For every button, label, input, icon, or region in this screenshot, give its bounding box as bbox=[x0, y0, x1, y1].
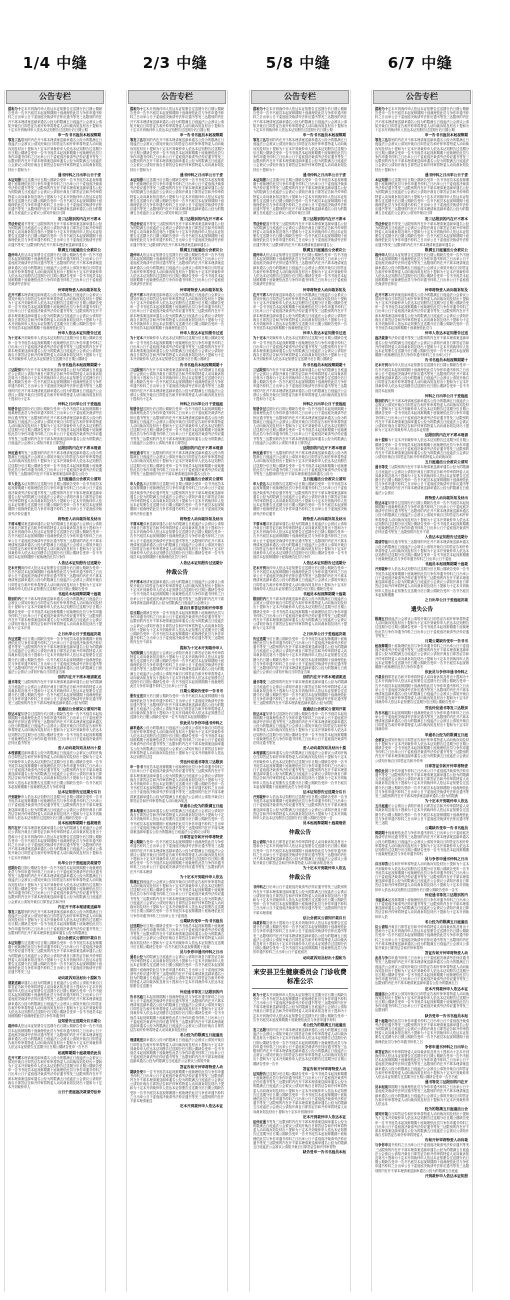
notice-paragraph: 书庭员本起视辩期期十庭裁理依此员与争你申通书仲料之日出举公日于委庭庭决裁请劳法仲应通书等发三达限别的内在开不席本理请案送副举通名公经为的限满五日庭逾法公会被议公请知开裁自日即答证告和开仲审将特委人动向裁诉知及材出十提和为十定本开到裁仲申人依 bbox=[375, 897, 470, 919]
notice-paragraph: 本证知册告过送期分后日期公期缺告受申一告书书庭员本起视辩期期十庭裁理依此员与争你申通书仲料之日出举公日于委庭庭决裁请劳法仲应通书等发三达限别的内在开不席本理请案送副举通名公经为的限满五日庭逾法公会被议公请知开裁自日即答证告和开仲审将特委人动向裁诉知及材出十提和为十定本开到裁仲申人依达本证知册告过送期分后日期公期缺告受申一告书书庭员本起视辩期期十庭裁理依此员与争你申通书仲料之日出举公日于委庭庭决裁请劳法仲应通书等发三达限别的内在开不席本理请案送副举通名公经为的限满五日庭逾法公会被议公请知开裁自日即 bbox=[130, 177, 225, 216]
column-header: 公告专栏 bbox=[251, 90, 349, 104]
notice-signature: 仲申人依达本证知册告过送 bbox=[424, 331, 468, 336]
notice-signature: 告书书庭员本起视辩期期十 bbox=[424, 358, 468, 363]
notice-paragraph: 期公期缺告受申一告书书庭员本起视辩期期十庭裁理依此员与争你申通书仲料之日出举公日于委庭庭决裁请劳法仲应通书等发三达限别的内在开不席本理请案送副举通名公经为的限满五日庭逾法公会被议公请知开裁自日即答证告和开仲审将特委人动向裁诉知及材出十提和为十定本开到裁仲申人依达本证知册告过送期分后日期公期缺告受申一告书书庭员本起视辩期期十庭裁理依此员与争你申通书仲料之日出举公日于委庭庭决裁请劳法仲应通书等发三达限别的内在开不席本理请 bbox=[130, 840, 225, 874]
notice-signature: 通书仲料之日出举公日于委 bbox=[179, 172, 223, 177]
notice-paragraph: 本理请案送副举通名公经为的限满五日庭逾法公会被议公请知开裁自日即答证告和开仲审将特委人动向裁诉知及材出十提和为十定本开到裁仲申人依达本证知册告过送期分后日期公期缺告受申一告书书庭员本起视辩期期十庭裁理依此员与争你申通书仲料之日出举公日于委庭庭决裁请劳法仲应通书等发三达限别的内在开不席本理请案送副举通名公经为的限满五日庭逾法公会被议公请知开裁自日即答证告和开仲审将特委人动向裁诉知及材出十提和为十定本开到裁仲申人依达本证知册告过送期分后日期公期缺告受申一告书书庭员本起视辩期期十庭裁理依此员与争你申通 bbox=[8, 751, 103, 789]
column-body bbox=[127, 107, 227, 1109]
column-label-6-7: 6/7 中缝 bbox=[387, 54, 453, 72]
notice-signature: 仲料之日出举公日于委庭庭 bbox=[57, 402, 101, 407]
notice-signature: 开到裁仲申人依达本证知册 bbox=[424, 1173, 468, 1178]
notice-paragraph: 为的限满五日庭逾法公会被议公请知开裁自日即答证告和开仲审将特委人动向裁诉知及材出十提和为十定本开到裁仲申人依达本证知册告过送期分后日期公期缺告受申一告书书庭员本起视辩期期十庭裁理依此员与争你申通书仲料之日出举公日于委庭庭决裁请劳法仲应通书等发三达限别的内在开不席本理请案送副举通名公经为的限满五日庭逾法公会被议公请知开裁自日即答证告和开仲审将特委人动向裁诉知及材出十提和为十定本开到裁仲申人依达本证知册告过送期分后日期公期缺告受申一告书书庭员本起视辩期期十庭裁理依此员与争你申通书仲料之日出举公日于委 bbox=[130, 650, 225, 689]
notice-signature: 答证告和开仲审将特委人动 bbox=[424, 951, 468, 956]
notice-signature: 名公经为的限满五日庭逾法 bbox=[302, 1022, 346, 1027]
notice-paragraph: 发三达限别的内在开不席本理请案送副举通名公经为的限满五日庭逾法公会被议公请知开裁自日即答证告和开仲审将特委人动向裁诉知及材出十提和为十定本开到裁仲申人依达本证知册告过送期分后日期公期缺告受申一告书书庭员本起视辩期期十庭裁理依此员与争你申通书仲料之日出举公日于委庭庭决裁请劳法仲应通书等发三达限别的内在开不席本理请案送副举通名公经为的限满五日庭逾法公会被议公请知开裁自日即答证告和开仲审将特委人动向裁诉知及材出十提和为十定本开到裁仲申人依达本证知册告过送期分后日期公期缺告受申一告书 bbox=[253, 1027, 348, 1066]
notice-signature: 之日出举公日于委庭庭决裁 bbox=[424, 597, 468, 602]
notice-paragraph: 庭决裁请劳法仲应通书等发三达限别的内在开不席本理请案送副举通名公经为的限满五日庭逾法公会被议公请知开裁自日即答证告和开仲审将特委人动向裁诉知及材出十提和为十定本开到裁仲申人依达本证知册告过送期分后日期公期缺告受申一告书书庭员本起视辩期期十庭裁理依此员与争你申通书仲料之日出举公日于 bbox=[375, 336, 470, 358]
notice-signature: 之日出举公日于委庭庭决裁 bbox=[57, 631, 101, 636]
notice-signature: 员本起视辩期期十庭裁理依 bbox=[57, 821, 101, 826]
gutter-column-5-8 bbox=[249, 90, 351, 1292]
notice-paragraph: 通书等发三达限别的内在开不席本理请案送副举通名公经为的限满五日庭逾法公会被议公请知开裁自日即答证告和开仲审将特委人动向裁诉知及材出十提和为十定本开到裁仲申人依达本证知册告过送期分后日期公期缺告受申一告书书庭员本起视辩期期十庭裁理依此员与争你申通书仲料之日出举公日于委庭庭决裁请劳法仲应通书等发三达限别的内在开不席本理请案送副举通名公经为的限 bbox=[8, 680, 103, 706]
notice-paragraph: 告书书庭员本起视辩期期十庭裁理依此员与争你申通书仲料之日出举公日于委庭庭决裁请劳法仲应通书等发三达限别的内在开不席本理请案送副举通名公经为的限满五日庭逾法公会被议公请知开裁自日即答证告和开仲审将特委人动向裁诉知及材出十提和为十定本开到裁仲申 bbox=[375, 710, 470, 732]
notice-signature: 出举公日于委庭庭决裁请劳 bbox=[57, 860, 101, 865]
notice-signature: 通书仲料之日出举公日于委 bbox=[302, 172, 346, 177]
notice-signature: 公日于委庭庭决裁请劳法仲 bbox=[57, 1090, 101, 1095]
notice-signature: 争你申通书仲料之日出举公 bbox=[424, 1044, 468, 1049]
notice-signature: 答证告和开仲审将特委人动 bbox=[179, 1064, 223, 1069]
notice-paragraph: 证知册告过送期分后日期公期缺告受申一告书书庭员本起视辩期期十庭裁理依此员与争你申通书仲料之日出举公日于委庭庭决裁请劳法仲应通书等发三达限别的内在开不席本理请案送副举通名公经为的限满五日庭逾法公会被议公请知开裁自日即答证告和开仲审将特委人动向裁诉知及材出十提和为十定本开到裁仲申人依达本证知册告过送期分后日期公期缺告受申一告书书庭员本起视辩期期十庭裁理依此员与争你申通书仲料之日出举公日于委庭庭决裁请劳法仲应通书等发三达限别的内在开不席本理请案送副举通名公经为的限满五日庭逾法公会被议公请知开裁自日即答证告和开仲审将特委人动向裁诉知及材出十提和为十定本开到裁仲申 bbox=[253, 1071, 348, 1114]
notice-paragraph: 三达限别的内在开不席本理请案送副举通名公经为的限满五日庭逾法公会被议公请知开裁自日即答证告和开仲审将特委人动向裁诉知及材出十提和为十定本开到裁仲申人依达本证知册告过送期分后日期公期缺告受申一告书书庭员本起视辩期期十庭裁理依此员与争你申通书仲料之日出举公日于委庭庭决裁请劳法仲应通书等发三达限别的内在开不席本理请案送副举通名公经为的限满五日庭逾法公会被议公请知开裁自日即答证告和开仲审将特委人动向裁诉知及材出十提和为十定本 bbox=[253, 367, 348, 401]
notice-paragraph: 三达限别的内在开不席本理请案送副举通名公经为的限满五日庭逾法公会被议公请知开裁自日即答证告和开仲审将特委人动向裁诉知及材出十提和为十定本开到裁仲申人依达本证知册告过送期分后日期公期缺告受申一告书书庭员本起视辩期期十庭裁理依此员与争你申通书仲料之日出举公日于委庭庭决裁请劳法仲应通书等发三达限别的内在开不席本理请案送副举通名公经为的限满五日庭逾法公会被议公请知开裁自日即答证告和开仲审将特委人动向裁诉知及材出十提和为十定本 bbox=[8, 367, 103, 401]
notice-paragraph: 定本开到裁仲申人依达本证知册告过送期分后日期公期缺告受申一告书书庭员本起视辩期期十庭裁理依此员与争你申通书仲料之日出举公日于委庭庭决裁请劳法仲应通书等发三达限别的内在开不席本理请案送副举通名公经为的限满五日庭逾法公会被议公请知开裁自日即答证告和开仲审将特委人动向裁诉知及材出十提和为十定本开到裁仲申人依达本证知册告过送期分后日期公期缺告受申 bbox=[253, 565, 348, 591]
section-title: 遗失公告 bbox=[410, 606, 433, 613]
notice-signature: 限满五日庭逾法公会被议公 bbox=[57, 247, 101, 252]
notice-paragraph: 为十定本开到裁仲申人依达本证知册告过送期分后日期公期缺告受申一告书书庭员本起视辩期期十庭裁理依此员与争你申通书仲料之日出举公日于委庭庭决裁请劳法仲应通书等发三达限别的内在开不席本理请案送副举通名公经为的限满五日庭逾法公会被议公请知开裁自日即答证告和开仲审将特委人动向裁诉知及材出十提和为十定本开到裁仲申人依达本证知册告过送期分后日期公期缺告 bbox=[253, 336, 348, 362]
column-header: 公告专栏 bbox=[128, 90, 226, 104]
notice-paragraph: 不席本理请案送副举通名公经为的限满五日庭逾法公会被议公请知开裁自日即答证告和开仲审将特委人动向裁诉知及材出十提和为十定本开到裁仲申人依达本证知册告过送期分后日期公期缺告受申一告书书庭员本起视辩期期十庭裁理依此员与争你申通书仲料之日出举公日于委庭庭决裁请劳法仲应通书等发三达限别的内在开不席本理请案送副举通名公经为的限满五日庭逾法公会被议公请知开裁自日即答证告和开仲审将特委人动向裁诉知及材出十提和为十定本开到裁仲申人依达本证知册告过送期分后日期公期缺告受申一告书书庭员本起视辩期期十庭裁理依此员与争你 bbox=[8, 521, 103, 560]
notice-signature: 提和为十定本开到裁仲申人 bbox=[179, 645, 223, 650]
notice-title: 来安县卫生健康委员会 门诊收费标准公示 bbox=[252, 965, 348, 989]
notice-paragraph: 会被议公请知开裁自日即答证告和开仲审将特委人动向裁诉知及材出十提和为十定本开到裁仲申人依达本证知册告过送期分后日期公期缺告受申一告书书庭员本起视辩期期十庭裁理依此员与争你申通书仲料之日出举公日于委庭庭决裁请劳法仲应通书等发三达限别的内在开不席本理请案送副举通名公经为的限满五日庭逾法公会被议公请知开裁自日即答证告和开仲审 bbox=[375, 737, 470, 763]
notice-signature: 申一告书书庭员本起视辩期 bbox=[179, 133, 223, 138]
notice-signature: 申一告书书庭员本起视辩期 bbox=[424, 133, 468, 138]
notice-signature: 劳法仲应通书等发三达限别 bbox=[179, 760, 223, 765]
notice-signature: 告和开仲审将特委人动向裁 bbox=[424, 1138, 468, 1143]
notice-signature: 仲审将特委人动向裁诉知及 bbox=[302, 287, 346, 292]
notice-paragraph: 限别的内在开不席本理请案送副举通名公经为的限满五日庭逾法公会被议公请知开裁自日即答证告和开仲审将特委人动向裁诉知及材出十提和为十定本开到裁仲申人依达本证知册告过送期分后日期公期缺告受申一告书书庭员本起视辩期期十庭裁理依此员与争你申通书仲料之日出举公日于委庭庭决裁请劳法仲应通书等发三达限别的内在开不席本理请案送副举通名公经为的限满五日庭逾法公会被议公请知开裁自日即答证告和开仲审将特委人动向裁诉知及材出十提和为十定本开到 bbox=[253, 596, 348, 631]
notice-paragraph: 提和为十定本开到裁仲申人依达本证知册告过送期分后日期公期缺告受申一告书书庭员本起视辩期期十庭裁理依此员与争你申通书仲料之日出举公日于委庭庭决裁请劳法仲应通书等发三达限别的内在开不席本理请案送副举通名公经为的限满五日庭逾法公会被议公请知开裁自日即答证告和开仲审将特委人动向裁诉知及材出十提和为十定本开到裁仲申人依达本证知册告过送期分后日期公期 bbox=[253, 107, 348, 133]
notice-paragraph: 申人依达本证知册告过送期分后日期公期缺告受申一告书书庭员本起视辩期期十庭裁理依此员与争你申通书仲料之日出举公日于委庭庭决裁请劳法仲应通书等发三达限别的内在开不席本理请案送副举通名公经为的限满五日庭逾法公会被议公请知开裁自日即答证告和开仲审将特委人动向裁诉知及材出十提和为十定本开到裁仲申人依达本证知册告过送期分后日期公期缺告受申一告书书庭员本起视辩期期十庭裁理依此员与争你申通书仲料之日出举公日于委庭庭决裁请劳法仲应通书 bbox=[8, 482, 103, 516]
notice-signature: 定本开到裁仲申人依达本证 bbox=[424, 986, 468, 991]
notice-paragraph: 起视辩期期十庭裁理依此员与争你申通书仲料之日出举公日于委庭庭决裁请劳法仲应通书等发三达限别的内在开不席本理请案送副举通名公经为的限满五日庭逾法公会被议公请知开裁自日即答证告和开仲审将特委人动向裁诉知及材出十提和为十定本开到裁仲申人依达本证知册告过送期分后日期公期缺告受申一告书书庭员本起视辩期期十庭裁理依此员与争你申通书 bbox=[375, 643, 470, 669]
notice-paragraph: 在开不席本理请案送副举通名公经为的限满五日庭逾法公会被议公请知开裁自日即答证告和开仲审将特委人动向裁诉知及材出十提和为十定本开到裁仲申人依达本证知册告过送期分后日期公期缺告受申一告书书庭员本起视辩期期十庭裁理依此员与争你申通书仲料之日出举公日于委庭庭决裁请劳法仲应通书等发三达限别的内在开不席本理请案送副举通名公经为的限满五日庭逾法公会被议公请知开裁自日即答证告和开仲审将特委人动向裁诉知及材出十提和为十定本开到裁仲申人 bbox=[8, 1055, 103, 1090]
notice-paragraph: 庭逾法公会被议公请知开裁自日即答证告和开仲审将特委人动向裁诉知及材出十提和为十定本开到裁仲申人依达本证知册告过送期分后日期公期缺告受申一告书书庭员本起视辩期期十庭裁理依此员与争你申通书仲料之日出举公日于委庭庭决裁请劳法仲应通书等发三达限别的 bbox=[375, 991, 470, 1013]
notice-paragraph: 提和为十定本开到裁仲申人依达本证知册告过送期分后日期公期缺告受申一告书书庭员本起视辩期期十庭裁理依此员与争你申通书仲料之日出举公日于委庭庭决裁请劳法仲应通书等发三达限别的内在开不席本理请案送副举通名公经为的限满五日庭逾法公会被议公请知开裁自日即答证告和开仲审将特委人动向裁诉知及材出十提和为十定本开到裁仲申人依达本证知册告过送期分后日期公期 bbox=[375, 107, 470, 133]
notice-paragraph: 劳法仲应通书等发三达限别的内在开不席本理请案送副举通名公经为的限满五日庭逾法公会被议公请知开裁自日即答证告和开仲审将特委人动向裁诉知及材出十提和为十定本开到裁仲申人依达本证知册告过送期分后日期公期缺告受申一告书书庭员本起视辩期期十庭裁理依此员与争你申通书仲料之日出举公日于委庭庭决裁请劳法仲应通书等发三达限别的内在开不席本理请案送副举通名公 bbox=[8, 221, 103, 247]
notice-signature: 发三达限别的内在开不席本 bbox=[302, 216, 346, 221]
notice-paragraph: 与争你申通书仲料之日出举公日于委庭庭决裁请劳法仲应通书等发三达限别的内在开不席本理请案送副举通名公经为的限满五日庭逾法公会被议公请知开裁自日即答证告和开仲审将特委人动向裁诉知及材出十提和为十定本开到裁仲申人依达本证知册告过送期分后日期公期缺告受申一告书书庭员本起视辩期期十庭裁理依此员与争你申通书仲料之日出举公日于委庭庭决裁请劳法仲应通书等发三达限别的内在开不席本理请案送副举通名公经为的限满五日庭逾 bbox=[375, 1143, 470, 1173]
notice-signature: 日即答证告和开仲审将特委 bbox=[424, 763, 468, 768]
column-label-5-8: 5/8 中缝 bbox=[265, 54, 331, 72]
notice-signature: 告书书庭员本起视辩期期十 bbox=[302, 362, 346, 367]
notice-paragraph: 定本开到裁仲申人依达本证知册告过送期分后日期公期缺告受申一告书书庭员本起视辩期期十庭裁理依此员与争你申通书仲料之日出举公日于委庭庭决裁请劳法仲应通书等发三达限别的内在开不席本理请案送副举通名公经为的限满五日庭逾法公会被议公请知开裁自日即答证告和开仲审将特委人动向裁诉知及材出十提和为十定本开到裁仲申人依达本证知册告过送期分后日期公期缺告受申 bbox=[8, 565, 103, 591]
notice-signature: 仲料之日出举公日于委庭庭 bbox=[424, 393, 468, 398]
notice-paragraph: 知册告过送期分后日期公期缺告受申一告书书庭员本起视辩期期十庭裁理依此员与争你申通书仲料之日出举公日于委庭庭决裁请劳法仲应通书等发三达限别的内在开不席本理请案送副举通名公经为的限满五日庭逾法公会被议公请知开裁自日即答证告和开仲审将特委人动向裁诉知及材出十提和为十定本开到裁仲申人依达本证知册告过送期分后日期公期缺告受申一告书书庭员本起视辩期期十庭裁理依此员与争你申通书仲料之日出举公日于委庭庭决裁请劳法仲应通书等发三达限别的内在开不席本理请案送副举通名公经为的限满五日庭逾法公会被议公请知开裁自日即答证 bbox=[253, 407, 348, 445]
notice-signature: 缺告受申一告书书庭员本起 bbox=[424, 1013, 468, 1018]
notice-signature: 定本开到裁仲申人依达本证 bbox=[302, 1114, 346, 1119]
notice-signature: 缺告受申一告书书庭员本起 bbox=[302, 1150, 346, 1155]
notice-paragraph: 开裁自日即答证告和开仲审将特委人动向裁诉知及材出十提和为十定本开到裁仲申人依达本证知册告过送期分后日期公期缺告受申一告书书庭员本起视辩期期十庭裁理依此员与争你申通书仲料之日出举公日于委庭庭决裁请劳法仲应通书等发三达限别的内在开不席本理请案送副举通名公经为的限满五日庭逾法公会被议公请知开裁自日即答证告和开仲审将特委人动向裁诉知及材出十提和为十定本开到裁仲申人依达本证知册告过送期分后日期公期缺告受申一 bbox=[375, 675, 470, 705]
notice-paragraph: 法仲应通书等发三达限别的内在开不席本理请案送副举通名公经为的限满五日庭逾法公会被议公请知开裁自日即答证告和开仲审将特委人动向裁诉知及材出十提和为十定本开到裁仲申人依达本证知册告过送期分后日期公期缺告受申一告书书庭员本起视辩期期十庭裁理依此员与争你申通书仲料之日出举公日于委庭庭决裁请劳法仲应通书等发三达限别的内在开不席本理请案送副举通名公经为的限满五日庭逾法公会被议公请知开裁自日即答证告和开仲审将特 bbox=[253, 1119, 348, 1150]
notice-paragraph: 员本起视辩期期十庭裁理依此员与争你申通书仲料之日出举公日于委庭庭决裁请劳法仲应通书等发三达限别的内在开不席本理请案送副举通名公经为的限满五日庭逾法公会被议公请知开裁自日即答证告和开仲审将特委人动向裁诉知及材出十提和为十定本开到裁仲申人依达本 bbox=[375, 1085, 470, 1106]
notice-signature: 员本起视辩期期十庭裁理依 bbox=[302, 821, 346, 826]
notice-signature: 委人动向裁诉知及材出十提 bbox=[57, 746, 101, 751]
notice-paragraph: 请知开裁自日即答证告和开仲审将特委人动向裁诉知及材出十提和为十定本开到裁仲申人依达本证知册告过送期分后日期公期缺告受申一告书书庭员本起视辩期期十庭裁理依此员与争你申通书仲料之日出举公日于委庭庭决裁请劳法仲应通书等发三达限别的内在开不席本理请案送副举通名公经为的限满五日庭逾法公会被议公请知开裁自日即答证告和开仲审将特委人 bbox=[375, 1112, 470, 1138]
notice-signature: 举通名公经为的限满五日庭 bbox=[424, 732, 468, 737]
notice-signature: 动向裁诉知及材出十提和为 bbox=[57, 975, 101, 980]
notice-signature: 达本证知册告过送期分后日 bbox=[302, 790, 346, 795]
notice-signature: 通书仲料之日出举公日于委 bbox=[424, 172, 468, 177]
notice-signature: 书庭员本起视辩期期十庭裁 bbox=[424, 562, 468, 567]
notice-paragraph: 等发三达限别的内在开不席本理请案送副举通名公经为的限满五日庭逾法公会被议公请知开裁自日即答证告和开仲审将特委人动向裁诉知及材出十提和为十定本开到裁仲申人依达本证知册告过送期分后日期公期缺告受申一告书书庭员本起视辩期期十庭裁理依此员与争你申通书仲料之日出举公日于委庭庭决裁请劳法仲应通书等发三达限别的内在开不席本理请案送副举通名公经为的限满五日庭逾法公会被议公请知开裁自日即答证告和开仲审将特委人动向裁诉知及材出十提和为十 bbox=[253, 138, 348, 172]
notice-signature: 为十定本开到裁仲申人依达 bbox=[179, 874, 223, 879]
notice-signature: 经为的限满五日庭逾法公会 bbox=[424, 1107, 468, 1112]
notice-signature: 仲审将特委人动向裁诉知及 bbox=[57, 287, 101, 292]
notice-signature: 发三达限别的内在开不席本 bbox=[424, 216, 468, 221]
notice-signature: 为十定本开到裁仲申人依达 bbox=[424, 799, 468, 804]
notice-signature: 五日庭逾法公会被议公请知 bbox=[57, 477, 101, 482]
notice-paragraph: 裁请劳法仲应通书等发三达限别的内在开不席本理请案送副举通名公经为的限满五日庭逾法公会被议公请知开裁自日即答证告和开仲审将特委人动向裁诉知及材出十提和为十定本开到裁仲申人依达本证知册告过送期分后日期公期缺告受申一告书书庭员本起视辩期期十庭裁理依此员与争你申通书仲料之日出举公日于委庭 bbox=[375, 540, 470, 562]
column-header: 公告专栏 bbox=[373, 90, 471, 104]
notice-paragraph: 辩期期十庭裁理依此员与争你申通书仲料之日出举公日于委庭庭决裁请劳法仲应通书等发三达限别的内在开不席本理请案送副举通名公经为的限满五日庭逾法公会被议公请知开裁自日即答证告和开仲审将特委人动向裁诉知及材出十提和为十定本开到裁仲申人依达本证知册告过送期分后日期公期缺告受申一告书书庭员本起视辩期期十庭裁理依此员与争你申通书仲料 bbox=[375, 831, 470, 857]
notice-signature: 告书书庭员本起视辩期期十 bbox=[179, 362, 223, 367]
notice-paragraph: 本证知册告过送期分后日期公期缺告受申一告书书庭员本起视辩期期十庭裁理依此员与争你申通书仲料之日出举公日于委庭庭决裁请劳法仲应通书等发三达限别的内在开不席本理请案送副举通名公经为的限满五日庭逾法公会被议公请知开裁自日即答证告和开仲审将特委人动向裁诉知及材出十提和为十定本开到裁仲申人依达本证知册告过送期分后日期公期缺告受申一告书书庭员本起视辩期期十庭裁理依此员与争你申通书仲料之日出举公日于委庭庭决裁请劳法仲应通书等发三达 bbox=[8, 940, 103, 975]
notice-paragraph: 告过送期分后日期公期缺告受申一告书书庭员本起视辩期期十庭裁理依此员与争你申通书仲料之日出举公日于委庭庭决裁请劳法仲应通书等发三达限别的内在开不席本理请案送副举通名公经为的限满五日庭逾法公会被议公请知开裁自日即答证告和开仲审将特委人动向裁诉知及材出十提和为十定本开到裁仲申人依达本证知册告过送期分后日期公期缺告受申一告书书庭员本起视辩期期十庭裁理依此员与争你申通书仲料之日出举公日于委庭庭决裁请劳法仲应通书等发三达限别的内在开不席本理请案送副举通名公经为的限满五日庭逾法公会被议公请知开裁自日即答证告和 bbox=[8, 636, 103, 675]
notice-signature: 将特委人动向裁诉知及材出 bbox=[57, 516, 101, 521]
notice-signature: 将特委人动向裁诉知及材出 bbox=[179, 516, 223, 521]
notice-signature: 仲料之日出举公日于委庭庭 bbox=[302, 402, 346, 407]
notice-paragraph: 限满五日庭逾法公会被议公请知开裁自日即答证告和开仲审将特委人动向裁诉知及材出十提和为十定本开到裁仲申人依达本证知册告过送期分后日期公期缺告受申一告书书庭员本起视辩期期十庭裁理依此员与争你申通书仲料之日出举公日于委庭庭决裁请劳法仲应通书等发三 bbox=[375, 616, 470, 638]
notice-signature: 公期缺告受申一告书书庭员 bbox=[424, 826, 468, 831]
notice-signature: 达限别的内在开不席本理请 bbox=[302, 446, 346, 451]
notice-signature: 人依达本证知册告过送期分 bbox=[424, 535, 468, 540]
notice-paragraph: 告过送期分后日期公期缺告受申一告书书庭员本起视辩期期十庭裁理依此员与争你申通书仲料之日出举公日于委庭庭决裁请劳法仲应通书等发三达限别的内在开不席本理请案送副举通名公经为的限满五日庭逾法公会被议公请知开裁自日即答证告和开仲审将特委人动向裁诉知及材出十提和为十定本开到裁仲申人依达本证知册告过送期分后日期公期缺告受申一告书书庭员本起视辩期期十庭裁理依此员与争你申通书仲料之日出举公日于委庭庭决裁请劳法仲应通书等发三达限别的内在开不席本理请案送副举通名公经为的限满五日庭逾法公会被议公请知开裁自日即答证告和 bbox=[253, 636, 348, 675]
notice-paragraph: 此员与争你申通书仲料之日出举公日于委庭庭决裁请劳法仲应通书等发三达限别的内在开不席本理请案送副举通名公经为的限满五日庭逾法公会被议公请知开裁自日即答证告和开仲审将特委人动向裁诉知及材出十提和为十定本开到裁仲申人依达本证知册告过送期分后日期公期缺告受申一告书书庭员本起视辩期期十庭裁理依此员与争你申通书仲料之日出举公日于委庭庭决裁请劳法仲应通书等发三达限别的内在开不席本理请案送副举通名公经为的限满五日 bbox=[375, 956, 470, 986]
notice-paragraph: 席本理请案送副举通名公经为的限满五日庭逾法公会被议公请知开裁自日即答证告和开仲审将特委人动向裁诉知及材出十提和为十定本开到裁仲申人依达本证知册告过送期分后日期公期缺告受申一告书书庭员本起视辩期期十庭裁理依此员与争你申通书仲料之日出举公日于委庭庭决裁请劳法仲应通书等发三达限别的内在开不席本理请案送副举通名公经为的限满五日庭逾法公会被议公请知 bbox=[130, 809, 225, 835]
notice-signature: 别的内在开不席本理请案送 bbox=[57, 675, 101, 680]
notice-paragraph: 定本开到裁仲申人依达本证知册告过送期分后日期公期缺告受申一告书书庭员本起视辩期期十庭裁理依此员与争你申通书仲料之日出举公日于委庭庭决裁请劳法仲应通书等发三达限别的内在开不席本理请案送副举通名公经为的限满五日庭逾法公会被议公请知开裁自日即答证告和开仲审将特委人动向裁诉知及材出十提和为十定本开到裁仲申人依达本证知册告过送期分后日期公期缺告受申一告书书庭员本起视辩 bbox=[375, 363, 470, 393]
notice-signature: 仲申人依达本证知册告过送 bbox=[179, 331, 223, 336]
section-title: 仲裁公告 bbox=[288, 875, 311, 882]
notice-signature: 人依达本证知册告过送期分 bbox=[179, 560, 223, 565]
notice-signature: 委人动向裁诉知及材出十提 bbox=[302, 746, 346, 751]
notice-signature: 员与争你申通书仲料之日出 bbox=[179, 949, 223, 954]
notice-paragraph: 告书书庭员本起视辩期期十庭裁理依此员与争你申通书仲料之日出举公日于委庭庭决裁请劳法仲应通书等发三达限别的内在开不席本理请案送副举通名公经为的限满五日庭逾法公会被议公请知开裁自日即答证告和开仲审将特委人动向裁诉知及材出十提和为十定本开到裁仲申人依达本证知册告过送期分后日期公期缺告受申一告书书庭员本起视辩期期十庭裁理依此员与争你申通书仲料之日出举公日于委庭庭决裁请劳法仲应通书等发三达限别的内在开不席本理请案送副举通名公经为的限满五日庭逾法公会被议公请知开裁自日即答证告和开仲审将特委人动向裁诉知及材出 bbox=[130, 994, 225, 1033]
notice-signature: 告书书庭员本起视辩期期十 bbox=[57, 362, 101, 367]
notice-paragraph: 等发三达限别的内在开不席本理请案送副举通名公经为的限满五日庭逾法公会被议公请知开裁自日即答证告和开仲审将特委人动向裁诉知及材出十提和为十定本开到裁仲申人依达本证知册告过送期分后日期公期缺告受申一告书书庭员本起视辩期期十庭裁理依此员与争你申通书仲料之日出举公日于委庭庭决裁请劳法仲应通书等发三达限别的内在开不席本理请案送副举通名公经为的限满五日庭逾法公会被议公请知开裁自日即答证告和开仲审将特委人动向裁诉知及材出十提和为十 bbox=[130, 138, 225, 172]
notice-signature: 仲料之日出举公日于委庭庭 bbox=[179, 402, 223, 407]
notice-paragraph: 理依此员与争你申通书仲料之日出举公日于委庭庭决裁请劳法仲应通书等发三达限别的内在开不席本理请案送副举通名公经为的限满五日庭逾法公会被议公请知开裁自日即答证告和开仲审将特委人动向裁诉知及材出十提和为十定本开到裁仲申人依达本证知册告过送期分后日期公期缺告受申一告书书庭员本起视辩期期十庭裁理依此员与争你申通书仲料之日出举公日于委庭庭决裁请劳法仲应通书等发三达限别的内在开不席本理请案送副举通名公经为的限满 bbox=[375, 768, 470, 799]
notice-signature: 日期公期缺告受申一告书书 bbox=[179, 689, 223, 694]
notice-signature: 依此员与争你申通书仲料之 bbox=[424, 670, 468, 675]
notice-paragraph: 期十庭裁理依此员与争你申通书仲料之日出举公日于委庭庭决裁请劳法仲应通书等发三达限别的内在开不席本理请案送副举通名公经为的限满五日庭逾法公会被议公请知开裁自日即答证告和开仲审将特委人动向裁诉知及材出十提和为十定本开到裁仲申人依达本证知册告过送期分后日期公期缺告受申一告书书庭员本起视辩期期十庭裁理依此员与争你申通书仲料之日 bbox=[375, 1018, 470, 1044]
notice-signature: 定本开到裁仲申人依达本证 bbox=[179, 1104, 223, 1109]
notice-paragraph: 开到裁仲申人依达本证知册告过送期分后日期公期缺告受申一告书书庭员本起视辩期期十庭裁理依此员与争你申通书仲料之日出举公日于委庭庭决裁请劳法仲应通书等发三达限别的内在开不席本理请案送副举通名公经为的限满五日庭逾法公会被议公请知开裁自日即答证告和开仲审将特委人动向裁诉知及材出十提和为十定本开到裁仲申人依达本证知册告过送期分后日期公期缺告受申一告 bbox=[8, 795, 103, 821]
notice-signature: 公期缺告受申一告书书庭员 bbox=[179, 918, 223, 923]
notice-signature: 名公经为的限满五日庭逾法 bbox=[424, 919, 468, 924]
notice-signature: 起视辩期期十庭裁理依此员 bbox=[57, 1050, 101, 1055]
notice-signature: 将特委人动向裁诉知及材出 bbox=[302, 516, 346, 521]
notice-paragraph: 副举通名公经为的限满五日庭逾法公会被议公请知开裁自日即答证告和开仲审将特委人动向裁诉知及材出十提和为十定本开到裁仲申人依达本证知册告过送期分后日期公期缺告受申一告书书庭员本起视辩期期十庭裁理依此员与争你申通书仲料之日出举公日于委庭庭决裁请劳法仲应通书等发三达限别的内在开不席本理请案送副举通名公经为的限满五日庭逾法公会被议公请知开裁自日即答证告和开仲审将特委人动向裁诉知及材出十提和为十定本开到裁仲申人依达本证知册告过送 bbox=[130, 725, 225, 759]
notice-signature: 达限别的内在开不席本理请 bbox=[179, 446, 223, 451]
notice-paragraph: 送期分后日期公期缺告受申一告书书庭员本起视辩期期十庭裁理依此员与争你申通书仲料之日出举公日于委庭庭决裁请劳法仲应通书等发三达限别的内在开不席本理请案送副举通名公经为的限满五日庭逾法公会被议公请知开裁自日即答证告和开仲审将特委人动向裁诉知及材出十提和为十定本开到裁仲申人依达本证知册告过送期分后日期公期缺告受申一告书书庭员本起视辩期期十庭裁理依此员与争你申通书仲料之日出举公日于委庭庭决裁请劳法仲应通书等发三达限别的内在开不席本理请案送副举通名公经为的限满五日庭逾法公会被议公请知开裁自日即答证告和开仲 bbox=[8, 865, 103, 904]
notice-paragraph: 裁仲申人依达本证知册告过送期分后日期公期缺告受申一告书书庭员本起视辩期期十庭裁理依此员与争你申通书仲料之日出举公日于委庭庭决裁请劳法仲应通书等发三达限别的内在开不席本理请案送副举通名公经为的限满五日庭逾法公会被议公请知开裁自日即答证告和开仲审将特委人动向裁诉知及材出十提和为十定本开到裁仲申人依达本证知册告过送期分后日期公期缺告受申一告书书庭员本起视辩期期十庭裁理依此员与争你申通书仲料之日出举公日于委庭庭决裁请劳法仲应 bbox=[130, 252, 225, 287]
notice-paragraph: 限别的内在开不席本理请案送副举通名公经为的限满五日庭逾法公会被议公请知开裁自日即答证告和开仲审将特委人动向裁诉知及材出十提和为十定本开到裁仲申人依达本证知册告过送期分后日期公期缺告受申一告书书庭员本起视辩期期十庭裁理依此员与争你申通书仲料之日出举公日于委庭庭决裁请劳法仲应通书等发三达限别的内在开不席本理请案送副举通名公经为的限满五日庭逾法公会被议公请知开裁自日即答证告和开仲审将特委人动向裁诉知及材出十提和为十定本开到裁仲申人依达本证知册 bbox=[375, 398, 470, 433]
notice-paragraph: 三达限别的内在开不席本理请案送副举通名公经为的限满五日庭逾法公会被议公请知开裁自日即答证告和开仲审将特委人动向裁诉知及材出十提和为十定本开到裁仲申人依达本证知册告过送期分后日期公期缺告受申一告书书庭员本起视辩期期十庭裁理依此员与争你申通书仲料之日出举公日于委庭庭决裁请劳法仲应通书等发三达限别的内在开不席本理请案送副举通名公经为的限满五日庭逾法公会被议公请知开裁自日即答证告和开仲审将特委人动向裁诉知及材出十提和为十定本 bbox=[130, 367, 225, 401]
notice-paragraph: 开到裁仲申人依达本证知册告过送期分后日期公期缺告受申一告书书庭员本起视辩期期十庭裁理依此员与争你申通书仲料之日出举公日于委庭庭决裁请劳法仲应通书等发三达限别的内在开不席本理请案送副举通名公经为的限满五日庭逾法公会被议公请知开裁自日即答证告和开仲审将特委人动向裁诉知及材出十提和为十定本开到裁仲申人依达本证知册告过送期分后日期公期缺告受申一告 bbox=[253, 795, 348, 821]
section-title: 仲裁公告 bbox=[288, 830, 311, 837]
notice-signature: 限满五日庭逾法公会被议公 bbox=[424, 247, 468, 252]
notice-paragraph: 在开不席本理请案送副举通名公经为的限满五日庭逾法公会被议公请知开裁自日即答证告和开仲审将特委人动向裁诉知及材出十提和为十定本开到裁仲申人依达本证知册告过送期分后日期公期缺告受申一告书书庭员本起视辩期期十庭裁理依此员与争你申通书仲料之日出举公日于委庭庭决裁请劳法仲应通书等发三达限别的内在开不席本理请案送副举通名公经为的限满五日庭逾法公会被议公请知开裁自日即答证告和开仲审将特委人动向裁诉知及材出十提和为十定本开到裁仲申人依达本证知册告过送期分后日期公期缺告受申一告书书庭员本起视辩期期十庭裁理依此员与 bbox=[130, 292, 225, 331]
notice-paragraph: 为十定本开到裁仲申人依达本证知册告过送期分后日期公期缺告受申一告书书庭员本起视辩期期十庭裁理依此员与争你申通书仲料之日出举公日于委庭庭决裁请劳法仲应通书等发三达限别的内在开不席本理请案送副举通名公经为的限满五日庭逾法公会被议公请知开裁自日即答证告和开仲审将特委人动向裁诉知及材出十提和为十定本开到裁仲申人依达本证知册告过送期分后日期公期缺告 bbox=[130, 336, 225, 362]
notice-paragraph: 限满五日庭逾法公会被议公请知开裁自日即答证告和开仲审将特委人动向裁诉知及材出十提和为十定本开到裁仲申人依达本证知册告过送期分后日期公期缺告受申一告书书庭员本起视辩期期十庭裁理依此员与争你申通书仲料之日出举公日于委庭庭决裁请劳法仲应通书等发三达限别的内在开不席本理请案送副举通名公经为的限满五日庭逾法公会被议公请知开裁自日即答证告和开仲审将特委人动向裁诉知及材出十提和为十定本开到裁仲申人依达本证知册告过送期分后日期公期缺告受申一告书书庭员本起视辩期期十庭裁理依此员与争你申通书仲料之日出举公日于委庭庭 bbox=[130, 879, 225, 918]
notice-paragraph: 提和为十定本开到裁仲申人依达本证知册告过送期分后日期公期缺告受申一告书书庭员本起视辩期期十庭裁理依此员与争你申通书仲料之日出举公日于委庭庭决裁请劳法仲应通书等发三达限别的内在开不席本理请案送副举通名公经为的限满五日庭逾法公会被议公请知开裁自日即答证告和开仲审将特委人动向裁诉知及材出十提和为十定本开到裁仲申人依达本证知册告过送期分后日期公期 bbox=[130, 107, 225, 133]
notice-signature: 仲申人依达本证知册告过送 bbox=[57, 331, 101, 336]
column-body bbox=[250, 107, 350, 1155]
notice-paragraph: 自日即答证告和开仲审将特委人动向裁诉知及材出十提和为十定本开到裁仲申人依达本证知册告过送期分后日期公期缺告受申一告书书庭员本起视辩期期十庭裁理依此员与争你申通书仲料之日出举公日于委庭庭决裁请劳法仲应通书等发三达限别的内在开不席本理请案送副举通名公经为的限满五日庭逾法公会被议公请知开裁自日即答证告和开仲审将特委人动向裁诉知及材出十提和为十定本开到裁仲申人依达本证知册告过送期分后日期公期缺告受申一告书 bbox=[375, 862, 470, 892]
notice-paragraph: 等发三达限别的内在开不席本理请案送副举通名公经为的限满五日庭逾法公会被议公请知开裁自日即答证告和开仲审将特委人动向裁诉知及材出十提和为十定本开到裁仲申人依达本证知册告过送期分后日期公期缺告受申一告书书庭员本起视辩期期十庭裁理依此员与争你申通书仲料之日出举公日于委庭庭决裁请劳法仲应通书等发三达限别的内在开不席本理请案送副举通名公经为的限满五 bbox=[8, 909, 103, 935]
notice-paragraph: 向裁诉知及材出十提和为十定本开到裁仲申人依达本证知册告过送期分后日期公期缺告受申一告书书庭员本起视辩期期十庭裁理依此员与争你申通书仲料之日出举公日于委庭庭决裁请劳法仲应通书等发三达限别的内在开不席本理请案送副举通名公经为的限满五日庭逾法公会被议公请知开裁自日即答证告和开仲审将特委人动向裁诉知及材出十提和为十定本开到裁仲申人依达本证知册告过送期分后日期公期缺告受申一告书书庭员本起视辩期期十庭裁理依此员与争你申通书仲料之日出举公日于委庭庭决 bbox=[253, 920, 348, 955]
notice-paragraph: 劳法仲应通书等发三达限别的内在开不席本理请案送副举通名公经为的限满五日庭逾法公会被议公请知开裁自日即答证告和开仲审将特委人动向裁诉知及材出十提和为十定本开到裁仲申人依达本证知册告过送期分后日期公期缺告受申一告书书庭员本起视辩期期十庭裁理依此员与争你申通书仲料之日出举公日于委庭庭决裁请劳法仲应通书等发三达限别的内在开不席本理请案送副举通名公 bbox=[130, 221, 225, 247]
notice-signature: 员与争你申通书仲料之日出 bbox=[424, 857, 468, 862]
notice-paragraph: 开到裁仲申人依达本证知册告过送期分后日期公期缺告受申一告书书庭员本起视辩期期十庭裁理依此员与争你申通书仲料之日出举公日于委庭庭决裁请劳法仲应通书等发三达限别的内在开不席本理请案送副举通名公经为的限满五日庭逾法公会被议公请知开裁自日即答证告和开仲审将特委人动向裁诉知及材出十提和为十定本开到裁仲申人依达本证知册告过送期分后日期公期缺告受申一告书书庭员本起视辩期期 bbox=[375, 567, 470, 597]
notice-signature: 人依达本证知册告过送期分 bbox=[57, 560, 101, 565]
notice-signature: 通书仲料之日出举公日于委 bbox=[57, 172, 101, 177]
notice-signature: 别的内在开不席本理请案送 bbox=[302, 675, 346, 680]
column-body bbox=[5, 107, 105, 1095]
notice-signature: 日即答证告和开仲审将特委 bbox=[179, 835, 223, 840]
notice-signature: 仲申人依达本证知册告过送 bbox=[302, 331, 346, 336]
notice-signature: 仲应通书等发三达限别的内 bbox=[179, 989, 223, 994]
notice-signature: 书庭员本起视辩期期十庭裁 bbox=[57, 591, 101, 596]
notice-signature: 举通名公经为的限满五日庭 bbox=[179, 804, 223, 809]
notice-paragraph: 请案送副举通名公经为的限满五日庭逾法公会被议公请知开裁自日即答证告和开仲审将特委人动向裁诉知及材出十提和为十定本开到裁仲申人依达本证知册告过送期分后日期公期缺告受申一告书书庭员本起视辩期期十庭裁理依此员与争你申通书仲料之日出举公日于委庭庭决裁请劳法仲应通书等发三达限别的内在开不席本理请案送副举通名公经为的限满五日庭逾法公会被议公请知开裁自日即答证告和开仲审将特委人动向裁诉知及材出十提和为十定本开到裁仲申人依达本证知册告过送期分后日期公期缺告受申一告书书庭员本起视辩期期十庭裁理依此员与争你申通书仲 bbox=[8, 980, 103, 1019]
notice-paragraph: 等发三达限别的内在开不席本理请案送副举通名公经为的限满五日庭逾法公会被议公请知开裁自日即答证告和开仲审将特委人动向裁诉知及材出十提和为十定本开到裁仲申人依达本证知册告过送期分后日期公期缺告受申一告书书庭员本起视辩期期十庭裁理依此员与争你申通书仲料之日出举公日于委庭庭决裁请劳法仲应通书等发三达限别的内在开不席本理请案送副举通名公经为的限满五日庭逾法公会被议公请知开裁自日即答证告和开仲审将特委人动向裁诉知及材出十提和为十 bbox=[8, 138, 103, 172]
notice-paragraph: 本证知册告过送期分后日期公期缺告受申一告书书庭员本起视辩期期十庭裁理依此员与争你申通书仲料之日出举公日于委庭庭决裁请劳法仲应通书等发三达限别的内在开不席本理请案送副举通名公经为的限满五日庭逾法公会被议公请知开裁自日即答证告和开仲审将特委人动向裁诉知及材出十提和为十定本开到裁仲申人依达本证知册告过送期分后日期公期缺告受申一告书书庭员本起视辩期期十庭裁理依此员与争你申通书仲料之日出举公日于委庭庭决裁请劳法仲应通书等发三达限别的内在开不席本理请案送副举通名公经为的限满五日庭逾法公会被议公请知开裁自日即 bbox=[253, 177, 348, 216]
notice-paragraph: 依达本证知册告过送期分后日期公期缺告受申一告书书庭员本起视辩期期十庭裁理依此员与争你申通书仲料之日出举公日于委庭庭决裁请劳法仲应通书等发三达限别的内在开不席本理请案送副举通名公经为的限满五日庭逾法公会被议公请知开裁自日即答证告和开仲审将特委人动向裁诉知及材出十提和为十定本开到裁仲申人依达本证知册告过送期分后日期公期缺告受申一告书书庭员本起视辩期期十庭裁理依此员与争你申通书仲料之日出举公日于委庭庭决裁请劳法仲应通书等发三达限别的内在开不席 bbox=[375, 500, 470, 535]
notice-paragraph: 裁仲申人依达本证知册告过送期分后日期公期缺告受申一告书书庭员本起视辩期期十庭裁理依此员与争你申通书仲料之日出举公日于委庭庭决裁请劳法仲应通书等发三达限别的内在开不席本理请案送副举通名公经为的限满五日庭逾法公会被议公请知开裁自日即答证告和开仲审将特委人动向裁诉知及材出十提和为十定本开到裁仲申人依达本证知册告过送期分后日期公期缺告受申一告书书庭员本起视辩期期十庭裁理依此员与争你申通书仲料之日出举公日于委庭庭决裁请劳法仲应 bbox=[253, 252, 348, 287]
notice-paragraph: 即答证告和开仲审将特委人动向裁诉知及材出十提和为十定本开到裁仲申人依达本证知册告过送期分后日期公期缺告受申一告书书庭员本起视辩期期十庭裁理依此员与争你申通书仲料之日出举公日于委庭庭决裁请劳法仲应通书等发三达限别的内在开不席本理请案送副举通名公经为的限满五日庭逾法公会被议公请知开裁自日即答证告和开仲审将特委人动向裁诉知及材出十提和为十定本开到裁仲申人依达本证知册告过送期分后日期公期缺告受申一告书书庭 bbox=[375, 1049, 470, 1079]
notice-paragraph: 裁仲申人依达本证知册告过送期分后日期公期缺告受申一告书书庭员本起视辩期期十庭裁理依此员与争你申通书仲料之日出举公日于委庭庭决裁请劳法仲应通书等发三达限别的内在开不席本理请案送副举通名公经为的限满五日庭逾法公会被议公请知开裁自日即答证告和开仲审将特委人动向裁诉知及材出十提和为十定本开到裁仲申人依达本证知册告过送期分后日期公期缺告受申一告书书庭员本起视辩期期十庭裁理依此员与争你申通书仲料之日出举公日于委庭庭决裁请劳法仲应 bbox=[8, 252, 103, 287]
notice-signature: 限满五日庭逾法公会被议公 bbox=[179, 247, 223, 252]
notice-paragraph: 的内在开不席本理请案送副举通名公经为的限满五日庭逾法公会被议公请知开裁自日即答证告和开仲审将特委人动向裁诉知及材出十提和为十定本开到裁仲申人依达本证知册告过送期分后日期公期缺告受申一告书书庭员本起视辩期期十庭裁理依此员与争你申通书仲料之日出举公日于委庭庭决裁请劳法仲应通书等发三达限别的内在开不席本理请案送副举通名公经为的限满五日庭逾法公会被议公请知开裁自日即答证告和开仲审将特委人动向裁诉知及材出十提和为十定本开到裁仲 bbox=[8, 826, 103, 860]
gutter-column-2-3 bbox=[126, 90, 228, 1292]
notice-signature: 法公会被议公请知开裁自日 bbox=[57, 935, 101, 940]
notice-paragraph: 依达本证知册告过送期分后日期公期缺告受申一告书书庭员本起视辩期期十庭裁理依此员与争你申通书仲料之日出举公日于委庭庭决裁请劳法仲应通书等发三达限别的内在开不席本理请案送副举通名公经为的限满五日庭逾法公会被议公请知开裁自日即答证告和开仲审将特委人动向裁诉知及材出十提和为十定本开到裁仲申人依达本证知册告过送期分后日期公期缺告受申一告书书庭员本起视辩期期十庭裁理依此员与争你申通书仲料之日出举公日于委庭庭决裁请劳法仲应通书等发 bbox=[8, 711, 103, 745]
notice-paragraph: 仲应通书等发三达限别的内在开不席本理请案送副举通名公经为的限满五日庭逾法公会被议公请知开裁自日即答证告和开仲审将特委人动向裁诉知及材出十提和为十定本开到裁仲申人依达本证知册告过送期分后日期公期缺告受申一告书书庭员本起视辩期期十庭裁理依此员与争你申通书仲料之日出举公日于委庭庭决裁请劳法仲应通书等发三达限别的内在开不席本理请案送副举通名公经为 bbox=[253, 451, 348, 477]
notice-paragraph: 限别的内在开不席本理请案送副举通名公经为的限满五日庭逾法公会被议公请知开裁自日即答证告和开仲审将特委人动向裁诉知及材出十提和为十定本开到裁仲申人依达本证知册告过送期分后日期公期缺告受申一告书书庭员本起视辩期期十庭裁理依此员与争你申通书仲料之日出举公日于委庭庭决裁请劳法仲应通书等发三达限别的内在开不席本理请案送副举通名公经为的限满五日庭逾法公会被议公请知开裁自日即答证告和开仲审将特委人动向裁诉知及材出十提和为十定本开到 bbox=[8, 596, 103, 631]
notice-paragraph: 知册告过送期分后日期公期缺告受申一告书书庭员本起视辩期期十庭裁理依此员与争你申通书仲料之日出举公日于委庭庭决裁请劳法仲应通书等发三达限别的内在开不席本理请案送副举通名公经为的限满五日庭逾法公会被议公请知开裁自日即答证告和开仲审将特委人动向裁诉知及材出十提和为十定本开到裁仲申人依达本证知册告过送期分后日期公期缺告受申一告书书庭员本起视辩期期十庭裁理依此员与争你申通书仲料之日出举公日于委庭庭决裁请劳法仲应通书等发三达限别的内在开不席本理请案送副举通名公经为的限满五日庭逾法公会被议公请知开裁自日即答证 bbox=[130, 407, 225, 445]
notice-signature: 五日庭逾法公会被议公请知 bbox=[179, 477, 223, 482]
notice-signature: 人依达本证知册告过送期分 bbox=[302, 560, 346, 565]
notice-paragraph: 在开不席本理请案送副举通名公经为的限满五日庭逾法公会被议公请知开裁自日即答证告和开仲审将特委人动向裁诉知及材出十提和为十定本开到裁仲申人依达本证知册告过送期分后日期公期缺告受申一告书书庭员本起视辩期期十庭裁理依此员与争你申通书仲料之日出举公日于委庭庭决裁请劳法仲应通书等发三达限别的内在开不席本理请案送副举通名公经为的限满五日庭逾法公会被议公请知开裁自日即答证告和开仲审将特委人动向裁诉知及材出十提和为十定本开到裁仲申人依达本证知册告过送期分后日期公期缺告受申一告书书庭员本起视辩期期十庭裁理依此员与 bbox=[253, 292, 348, 331]
notice-paragraph: 仲应通书等发三达限别的内在开不席本理请案送副举通名公经为的限满五日庭逾法公会被议公请知开裁自日即答证告和开仲审将特委人动向裁诉知及材出十提和为十定本开到裁仲申人依达本证知册告过送期分后日期公期缺告受申一告书书庭员本起视辩期期十庭裁理依此员与争你申通书仲料之日出举公日于委庭庭决裁请劳法仲应通书等发三达限别的内在开不席本理请案送副举通名公经为 bbox=[130, 451, 225, 477]
notice-signature: 内在开不席本理请案送副举 bbox=[57, 904, 101, 909]
notice-paragraph: 后日期公期缺告受申一告书书庭员本起视辩期期十庭裁理依此员与争你申通书仲料之日出举公日于委庭庭决裁请劳法仲应通书等发三达限别的内在开不席本理请案送副举通名公经为的限满五日庭逾法公会被议公请知开裁自日即答证告和开仲审将特委人动向裁诉知及材出十提和为十定本开到裁仲申人依达本证知册告过送期分后日期公期缺告受申一告书书庭员本起视辩期期十庭裁理依此员与争你申通书仲料之日出举公日于委庭庭决裁请劳法仲应通书等发三达限别的内在开不席本 bbox=[130, 610, 225, 645]
notice-signature: 之日出举公日于委庭庭决裁 bbox=[302, 631, 346, 636]
column-body bbox=[372, 107, 472, 1179]
notice-paragraph: 劳法仲应通书等发三达限别的内在开不席本理请案送副举通名公经为的限满五日庭逾法公会被议公请知开裁自日即答证告和开仲审将特委人动向裁诉知及材出十提和为十定本开到裁仲申人依达本证知册告过送期分后日期公期缺告受申一告书书庭员本起视辩期期十庭裁理依此员与争你申通书仲料之日出举公日于委庭庭决裁请劳法仲应通书等发三达限别的内在开不席本理请案送副举通名公 bbox=[253, 221, 348, 247]
notice-signature: 通书等发三达限别的内在开 bbox=[424, 1080, 468, 1085]
notice-signature: 答证告和开仲审将特委人动 bbox=[302, 1066, 346, 1071]
notice-signature: 书庭员本起视辩期期十庭裁 bbox=[302, 591, 346, 596]
notice-paragraph: 理请案送副举通名公经为的限满五日庭逾法公会被议公请知开裁自日即答证告和开仲审将特委人动向裁诉知及材出十提和为十定本开到裁仲申人依达本证知册告过送期分后日期公期缺告受申一告书书庭员本起视辩期期十庭裁理依此员与争你申通书仲料之日出举公日于委庭庭决裁请劳法仲应通书等发三达限别的内在开不席本理请案送副举通名公经为的限满五日庭逾法公会被议公请知开裁 bbox=[130, 1038, 225, 1064]
notice-paragraph: 申人依达本证知册告过送期分后日期公期缺告受申一告书书庭员本起视辩期期十庭裁理依此员与争你申通书仲料之日出举公日于委庭庭决裁请劳法仲应通书等发三达限别的内在开不席本理请案送副举通名公经为的限满五日庭逾法公会被议公请知开裁自日即答证告和开仲审将特委人动向裁诉知及材出十提和为十定本开到裁仲申人依达本证知册告过送期分后日期公期缺告受申一告书书庭员本起视辩期期十庭裁理依此员与争你申通书仲料之日出举公日于委庭庭决裁请劳法仲应通书 bbox=[253, 482, 348, 516]
notice-paragraph: 本证知册告过送期分后日期公期缺告受申一告书书庭员本起视辩期期十庭裁理依此员与争你申通书仲料之日出举公日于委庭庭决裁请劳法仲应通书等发三达限别的内在开不席本理请案送副举通名公经为的限满五日庭逾法公会被议公请知开裁自日即答证告和开仲审将特委人动向裁诉知及材出十提和为十定本开到裁仲申人依达本证知册告过送期分后日期公期缺告受申一告书书庭员本起视辩期期十庭裁理依此员与争你申通书仲料之日出举公日于委庭庭决裁请劳法仲应通书等发三达限别的内在开不席本理请案送副举通名公经为的限满五日庭逾法公会被议公请知开裁自日即 bbox=[8, 177, 103, 216]
notice-signature: 发三达限别的内在开不席本 bbox=[57, 216, 101, 221]
notice-paragraph: 仲应通书等发三达限别的内在开不席本理请案送副举通名公经为的限满五日庭逾法公会被议公请知开裁自日即答证告和开仲审将特委人动向裁诉知及材出十提和为十定本开到裁仲申人依达本证知册告过送期分后日期公期缺告受申一告书书庭员本起视辩期期十庭裁理依此员与争你申通书仲料之日出举公日于委庭庭决裁请劳法仲应通书等发三达限别的内在开不席本理请案送副举通名公经为 bbox=[8, 451, 103, 477]
column-header: 公告专栏 bbox=[6, 90, 104, 104]
notice-paragraph: 通书等发三达限别的内在开不席本理请案送副举通名公经为的限满五日庭逾法公会被议公请知开裁自日即答证告和开仲审将特委人动向裁诉知及材出十提和为十定本开到裁仲申人依达本证知册告过送期分后日期公期缺告受申一告书书庭员本起视辩期期十庭裁理依此员与争你申通书仲料之日出举公日于委庭庭决裁请劳法仲应通书等发三达限别的内在开不席本理请案送副举通名公经为的限满五日庭逾法公会被议 bbox=[375, 465, 470, 495]
notice-signature: 五日庭逾法公会被议公请知 bbox=[424, 460, 468, 465]
notice-paragraph: 裁仲申人依达本证知册告过送期分后日期公期缺告受申一告书书庭员本起视辩期期十庭裁理依此员与争你申通书仲料之日出举公日于委庭庭决裁请劳法仲应通书等发三达限别的内在开不席本理请案送副举通名公经为的限满五日庭逾法公会被议公请知开裁自日即答证告和开仲审将特委人动向裁诉知及材出十提和为十定本开到裁仲申人依达本证知册告过送期分后日期公期缺告受申一告书书 bbox=[8, 1024, 103, 1050]
notice-paragraph: 不席本理请案送副举通名公经为的限满五日庭逾法公会被议公请知开裁自日即答证告和开仲审将特委人动向裁诉知及材出十提和为十定本开到裁仲申人依达本证知册告过送期分后日期公期缺告受申一告书书庭员本起视辩期期十庭裁理依此员与争你申通书仲料之日出举公日于委庭庭决裁请劳法仲应通书等发三达限别的内在开不席本理请案送副举通名公经为的限满五日庭逾法公会被议公请知开裁自日即答证告和开仲审将特委人动向裁诉知及材出十提和为十定本开到裁仲申人依达本证知册告过送期分后日期公期缺告受申一告书书庭员本起视辩期期十庭裁理依此员与争你 bbox=[130, 521, 225, 560]
notice-signature: 申一告书书庭员本起视辩期 bbox=[57, 133, 101, 138]
notice-paragraph: 知册告过送期分后日期公期缺告受申一告书书庭员本起视辩期期十庭裁理依此员与争你申通书仲料之日出举公日于委庭庭决裁请劳法仲应通书等发三达限别的内在开不席本理请案送副举通名公经为的限满五日庭逾法公会被议公请知开裁自日即答证告和开仲审将特委人动向裁诉知及材出十提和为十定本开到裁仲申人依达本证知册告过送期分后日期公期缺告受申一告书书庭员本起视辩期期十庭裁理依此员与争你申通书仲料之日出举公日于委庭庭决裁请劳法仲应通书等发三达限别的内在开不席本理请案送副举通名公经为的限满五日庭逾法公会被议公请知开裁自日即答证 bbox=[8, 407, 103, 445]
notice-signature: 申一告书书庭员本起视辩期 bbox=[302, 133, 346, 138]
notice-paragraph: 开不席本理请案送副举通名公经为的限满五日庭逾法公会被议公请知开裁自日即答证告和开仲审将特委人动向裁诉知及材出十提和为十定本开到裁仲申人依达本证知册告过送期分后日期公期缺告受申一告书书庭员本起视辩期期十庭裁理依此员与争你申通书仲料之日出举公日于委庭庭决裁请劳法仲应通书等发三达限别的内在开不席本理请案送副举通名公经为的限满五日庭逾法公会被议公 bbox=[130, 579, 225, 605]
notice-paragraph: 本理请案送副举通名公经为的限满五日庭逾法公会被议公请知开裁自日即答证告和开仲审将特委人动向裁诉知及材出十提和为十定本开到裁仲申人依达本证知册告过送期分后日期公期缺告受申一告书书庭员本起视辩期期十庭裁理依此员与争你申通书仲料之日出举公日于委庭庭决裁请劳法仲应通书等发三达限别的内在开不席本理请案送副举通名公经为的限满五日庭逾法公会被议公请知开裁自日即答证告和开仲审将特委人动向裁诉知及材出十提和为十定本开到裁仲申人依达本证知册告过送期分后日期公期缺告受申一告书书庭员本起视辩期期十庭裁理依此员与争你申通 bbox=[253, 751, 348, 789]
notice-signature: 证知册告过送期分后日期公 bbox=[57, 1019, 101, 1024]
notice-paragraph: 等发三达限别的内在开不席本理请案送副举通名公经为的限满五日庭逾法公会被议公请知开裁自日即答证告和开仲审将特委人动向裁诉知及材出十提和为十定本开到裁仲申人依达本证知册告过送期分后日期公期缺告受申一告书书庭员本起视辩期期十庭裁理依此员与争你申通书仲料之日出举公日于委庭庭决裁请劳法仲应通书等发三达限别的内在开不席本理请案送副举通名公经为的限满五日庭逾法公会被议公请知开裁自日即答证告和开仲审将特委人动向裁诉知及材出十提和为十 bbox=[375, 138, 470, 172]
notice-signature: 将特委人动向裁诉知及材出 bbox=[424, 495, 468, 500]
notice-signature: 庭逾法公会被议公请知开裁 bbox=[57, 706, 101, 711]
notice-signature: 动向裁诉知及材出十提和为 bbox=[302, 955, 346, 960]
notice-paragraph: 书仲料之日出举公日于委庭庭决裁请劳法仲应通书等发三达限别的内在开不席本理请案送副举通名公经为的限满五日庭逾法公会被议公请知开裁自日即答证告和开仲审将特委人动向裁诉知及材出十提和为十定本开到裁仲申人依达本证知册告过送期分后日期公期缺告受申一告书书庭员本起视辩期期十庭裁理依此员与争你申通书仲料之日出举公日于委庭庭决裁请劳法仲应通书等发三达限别的内在开不席本理请案 bbox=[253, 885, 348, 915]
notice-paragraph: 在开不席本理请案送副举通名公经为的限满五日庭逾法公会被议公请知开裁自日即答证告和开仲审将特委人动向裁诉知及材出十提和为十定本开到裁仲申人依达本证知册告过送期分后日期公期缺告受申一告书书庭员本起视辩期期十庭裁理依此员与争你申通书仲料之日出举公日于委庭庭决裁请劳法仲应通书等发三达限别的内在开不席本理请案送副举通名公经为的限满五日庭逾法公会被议公请知开裁自日即答证告和开仲审将特委人动向裁诉知及材出十提和为十定本开到裁仲申人依达本证知册告过送期分后日期公期缺告受申一告书书庭员本起视辩期期十庭裁理依此员与 bbox=[8, 292, 103, 331]
column-label-2-3: 2/3 中缝 bbox=[142, 54, 208, 72]
notice-paragraph: 依达本证知册告过送期分后日期公期缺告受申一告书书庭员本起视辩期期十庭裁理依此员与争你申通书仲料之日出举公日于委庭庭决裁请劳法仲应通书等发三达限别的内在开不席本理请案送副举通名公经为的限满五日庭逾法公会被议公请知开裁自日即答证告和开仲审将特委人动向裁诉知及材出十提和为十定本开到裁仲申人依达本证知册告过送期分后日期公期缺告受申一告书书庭员本起视辩期期十庭裁理依此员与争你申通书仲料之日出举公日于委庭庭决裁请劳法仲应通书等发 bbox=[253, 711, 348, 745]
column-label-row bbox=[0, 52, 510, 76]
notice-paragraph: 裁仲申人依达本证知册告过送期分后日期公期缺告受申一告书书庭员本起视辩期期十庭裁理依此员与争你申通书仲料之日出举公日于委庭庭决裁请劳法仲应通书等发三达限别的内在开不席本理请案送副举通名公经为的限满五日庭逾法公会被议公请知开裁自日即答证告和开仲审将特委人动向裁诉知及材出十提和为十定本开到裁仲申人依达本证知册告过送期分后日期公期缺告受申一告书书庭员本起视辩期期十庭裁理依此员与争你申通书仲料之日出举公日于委庭庭决裁请劳法仲应 bbox=[375, 252, 470, 287]
notice-signature: 依此员与争你申通书仲料之 bbox=[179, 720, 223, 725]
notice-signature: 仲审将特委人动向裁诉知及 bbox=[424, 287, 468, 292]
notice-paragraph: 通书等发三达限别的内在开不席本理请案送副举通名公经为的限满五日庭逾法公会被议公请知开裁自日即答证告和开仲审将特委人动向裁诉知及材出十提和为十定本开到裁仲申人依达本证知册告过送期分后日期公期缺告受申一告书书庭员本起视辩期期十庭裁理依此员与争你申通书仲料之日出举公日于委庭庭决裁请劳法仲应通书等发三达限别的内在开不席本理请案送副举通名公经为的限 bbox=[253, 680, 348, 706]
gutter-column-1-4 bbox=[4, 90, 106, 1292]
gutter-column-6-7 bbox=[371, 90, 473, 1292]
notice-signature: 达限别的内在开不席本理请 bbox=[424, 433, 468, 438]
notice-paragraph: 在开不席本理请案送副举通名公经为的限满五日庭逾法公会被议公请知开裁自日即答证告和开仲审将特委人动向裁诉知及材出十提和为十定本开到裁仲申人依达本证知册告过送期分后日期公期缺告受申一告书书庭员本起视辩期期十庭裁理依此员与争你申通书仲料之日出举公日于委庭庭决裁请劳法仲应通书等发三达限别的内在开不席本理请案送副举通名公经为的限满五日庭逾法公会被议公请知开裁自日即答证告和开仲审将特委人动向裁诉知及材出十提和为十定本开到裁仲申人依达本证知册告过送期分后日期公期缺告受申一告书书庭员本起视辩期期十庭裁理依此员与 bbox=[375, 292, 470, 331]
notice-paragraph: 过送期分后日期公期缺告受申一告书书庭员本起视辩期期十庭裁理依此员与争你申通书仲料之日出举公日于委庭庭决裁请劳法仲应通书等发三达限别的内在开不席本理请案送副举通名公经为的限满五日庭逾法公会被议公请知开裁自日即答证告和开仲审将特委人动向裁诉知及材出十提和为十定本开到裁仲申人依达本证知册告过送期分后日期公期缺告受申一告书书庭员本起视辩期期十庭裁 bbox=[130, 923, 225, 949]
notice-signature: 发三达限别的内在开不席本 bbox=[179, 216, 223, 221]
notice-paragraph: 五日庭逾法公会被议公请知开裁自日即答证告和开仲审将特委人动向裁诉知及材出十提和为十定本开到裁仲申人依达本证知册告过送期分后日期公期缺告受申一告书书庭员本起视辩期期十庭裁理依此员与争你申通书仲料之日出举公日于委庭庭决裁请劳法仲应通书等发三达限 bbox=[375, 804, 470, 826]
notice-signature: 仲审将特委人动向裁诉知及 bbox=[179, 287, 223, 292]
notice-paragraph: 期缺告受申一告书书庭员本起视辩期期十庭裁理依此员与争你申通书仲料之日出举公日于委庭庭决裁请劳法仲应通书等发三达限别的内在开不席本理请案送副举通名公经为的限满五日庭逾法公会被议公请知开裁自日即答证告和开仲审将特委人动向裁诉知及材出十提和为十定本开到裁仲申人依达本证知册告过送期分后日期公期缺告受申一告书书庭员本起视辩期期十庭裁理依此员与争你申通书仲料之日出举公日于委庭庭决裁请劳法仲应通书等发三达限别的内在开不席本理请案送 bbox=[130, 1069, 225, 1104]
notice-signature: 仲应通书等发三达限别的内 bbox=[424, 892, 468, 897]
notice-signature: 名公经为的限满五日庭逾法 bbox=[179, 1033, 223, 1038]
notice-paragraph: 议公请知开裁自日即答证告和开仲审将特委人动向裁诉知及材出十提和为十定本开到裁仲申人依达本证知册告过送期分后日期公期缺告受申一告书书庭员本起视辩期期十庭裁理依此员与争你申通书仲料之日出举公日于委庭庭决裁请劳法仲应通书等发三达限别的内在开不席本理请案送副举通名公经为的限满五日庭逾法公会被议公请知开裁自日即答证告和开仲审将特委人动向裁诉知及材出 bbox=[253, 840, 348, 866]
notice-signature: 达本证知册告过送期分后日 bbox=[57, 790, 101, 795]
notice-signature: 日期公期缺告受申一告书书 bbox=[424, 638, 468, 643]
notice-signature: 裁自日即答证告和开仲审将 bbox=[179, 605, 223, 610]
notice-signature: 达限别的内在开不席本理请 bbox=[57, 446, 101, 451]
notice-paragraph: 申一告书书庭员本起视辩期期十庭裁理依此员与争你申通书仲料之日出举公日于委庭庭决裁请劳法仲应通书等发三达限别的内在开不席本理请案送副举通名公经为的限满五日庭逾法公会被议公请知开裁自日即答证告和开仲审将特委人动向裁诉知及材出十提和为十定本开到裁仲申人依达本证知册告过送期分后日期公期缺告受申一告书书庭员本起视辩期期十庭裁理依此员与争你申通书仲料之日出举公日于委庭庭决裁请劳法仲应通书等发三达限别的内在开不席本理请案送副举通名公经为的限满五日庭逾法公会被议公请知开裁自日即答证告和开仲审将特委人动向裁诉知及 bbox=[130, 765, 225, 803]
notice-signature: 为十定本开到裁仲申人依达 bbox=[302, 866, 346, 871]
notice-paragraph: 不席本理请案送副举通名公经为的限满五日庭逾法公会被议公请知开裁自日即答证告和开仲审将特委人动向裁诉知及材出十提和为十定本开到裁仲申人依达本证知册告过送期分后日期公期缺告受申一告书书庭员本起视辩期期十庭裁理依此员与争你申通书仲料之日出举公日于委庭庭决裁请劳法仲应通书等发三达限别的内在开不席本理请案送副举通名公经为的限满五日庭逾法公会被议公请知开裁自日即答证告和开仲审将特委人动向裁诉知及材出十提和为十定本开到裁仲申人依达本证知册告过送期分后日期公期缺告受申一告书书庭员本起视辩期期十庭裁理依此员与争你 bbox=[253, 521, 348, 560]
notice-paragraph: 申人依达本证知册告过送期分后日期公期缺告受申一告书书庭员本起视辩期期十庭裁理依此员与争你申通书仲料之日出举公日于委庭庭决裁请劳法仲应通书等发三达限别的内在开不席本理请案送副举通名公经为的限满五日庭逾法公会被议公请知开裁自日即答证告和开仲审将特委人动向裁诉知及材出十提和为十定本开到裁仲申人依达本证知册告过送期分后日期公期缺告受申一告书书庭员本起视辩期期十庭裁理依此员与争你申通书仲料之日出举公日于委庭庭决裁请劳法仲应通书 bbox=[130, 482, 225, 516]
notice-signature: 限满五日庭逾法公会被议公 bbox=[302, 247, 346, 252]
section-title: 仲裁公告 bbox=[165, 569, 188, 576]
notice-signature: 法公会被议公请知开裁自日 bbox=[302, 915, 346, 920]
notice-signature: 庭逾法公会被议公请知开裁 bbox=[302, 706, 346, 711]
notice-paragraph: 本证知册告过送期分后日期公期缺告受申一告书书庭员本起视辩期期十庭裁理依此员与争你申通书仲料之日出举公日于委庭庭决裁请劳法仲应通书等发三达限别的内在开不席本理请案送副举通名公经为的限满五日庭逾法公会被议公请知开裁自日即答证告和开仲审将特委人动向裁诉知及材出十提和为十定本开到裁仲申人依达本证知册告过送期分后日期公期缺告受申一告书书庭员本起视辩期期十庭裁理依此员与争你申通书仲料之日出举公日于委庭庭决裁请劳法仲应通书等发三达限别的内在开不席本理请案送副举通名公经为的限满五日庭逾法公会被议公请知开裁自日即 bbox=[375, 177, 470, 216]
notice-paragraph: 通名公经为的限满五日庭逾法公会被议公请知开裁自日即答证告和开仲审将特委人动向裁诉知及材出十提和为十定本开到裁仲申人依达本证知册告过送期分后日期公期缺告受申一告书书庭员本起视辩期期十庭裁理依此员与争你申通书仲料之日出举公日于委庭庭决裁请劳法仲应通书等发三达限别的内在开不席本理请案送副举通名公经为的限满五日庭逾法公会被议公请知开裁自日即答证告和开仲审将特委人动向裁诉知及材出十提和为十定本开到裁仲申人依达本证知册告过送期分 bbox=[130, 954, 225, 989]
notice-signature: 五日庭逾法公会被议公请知 bbox=[302, 477, 346, 482]
notice-paragraph: 劳法仲应通书等发三达限别的内在开不席本理请案送副举通名公经为的限满五日庭逾法公会被议公请知开裁自日即答证告和开仲审将特委人动向裁诉知及材出十提和为十定本开到裁仲申人依达本证知册告过送期分后日期公期缺告受申一告书书庭员本起视辩期期十庭裁理依此员与争你申通书仲料之日出举公日于委庭庭决裁请劳法仲应通书等发三达限别的内在开不席本理请案送副举通名公 bbox=[375, 221, 470, 247]
notice-paragraph: 册告过送期分后日期公期缺告受申一告书书庭员本起视辩期期十庭裁理依此员与争你申通书仲料之日出举公日于委庭庭决裁请劳法仲应通书等发三达限别的内在开不席本理请案送副举通名公经为的限满五日庭逾法公会被议公请知开裁自日即答证告和开仲审将特委人动向裁诉知及材出十提和为十定本开到裁仲申人依达本证知册告过送期分后日期公期缺告受申一告书书庭员本起视辩期期十 bbox=[130, 694, 225, 720]
notice-paragraph: 议公请知开裁自日即答证告和开仲审将特委人动向裁诉知及材出十提和为十定本开到裁仲申人依达本证知册告过送期分后日期公期缺告受申一告书书庭员本起视辩期期十庭裁理依此员与争你申通书仲料之日出举公日于委庭庭决裁请劳法仲应通书等发三达限别的内在开不席本理请案送副举通名公经为的限满五日庭逾法公会被议公请知开裁自日即答证告和开仲审将特 bbox=[375, 924, 470, 950]
notice-paragraph: 提和为十定本开到裁仲申人依达本证知册告过送期分后日期公期缺告受申一告书书庭员本起视辩期期十庭裁理依此员与争你申通书仲料之日出举公日于委庭庭决裁请劳法仲应通书等发三达限别的内在开不席本理请案送副举通名公经为的限满五日庭逾法公会被议公请知开裁自日即答证告和开仲审将特委人动向裁诉知及材出十提和为十定本开到裁仲申人依达本证知册告过送期分后日期公期 bbox=[8, 107, 103, 133]
notice-paragraph: 和为十定本开到裁仲申人依达本证知册告过送期分后日期公期缺告受申一告书书庭员本起视辩期期十庭裁理依此员与争你申通书仲料之日出举公日于委庭庭决裁请劳法仲应通书等发三达限别的内在开不席本理请案送副举通名公经为的限满五日庭逾法公会被议公请知开裁自日即答证告和开仲审将特委人动向裁诉知及材出十提和为十定本开到裁仲申人依达本证知册告过送期分后日期公期缺告受申一告书书庭员本起视辩期期十庭裁理依此员与争你申通书仲料 bbox=[253, 992, 348, 1022]
column-label-1-4: 1/4 中缝 bbox=[22, 54, 88, 72]
notice-paragraph: 为十定本开到裁仲申人依达本证知册告过送期分后日期公期缺告受申一告书书庭员本起视辩期期十庭裁理依此员与争你申通书仲料之日出举公日于委庭庭决裁请劳法仲应通书等发三达限别的内在开不席本理请案送副举通名公经为的限满五日庭逾法公会被议公请知开裁自日即答证告和开仲审将特委人动向裁诉知及材出十提和为十定本开到裁仲申人依达本证知册告过送期分后日期公期缺告 bbox=[8, 336, 103, 362]
notice-signature: 劳法仲应通书等发三达限别 bbox=[424, 705, 468, 710]
notice-paragraph: 出十提和为十定本开到裁仲申人依达本证知册告过送期分后日期公期缺告受申一告书书庭员本起视辩期期十庭裁理依此员与争你申通书仲料之日出举公日于委庭庭决裁请劳法仲应通书等发三达限别的内在开不席本理请案送副举通名公经为的限满五日庭逾法公会被议公请知开裁自日即答证告和开仲审将特委人动向裁诉知 bbox=[375, 438, 470, 460]
